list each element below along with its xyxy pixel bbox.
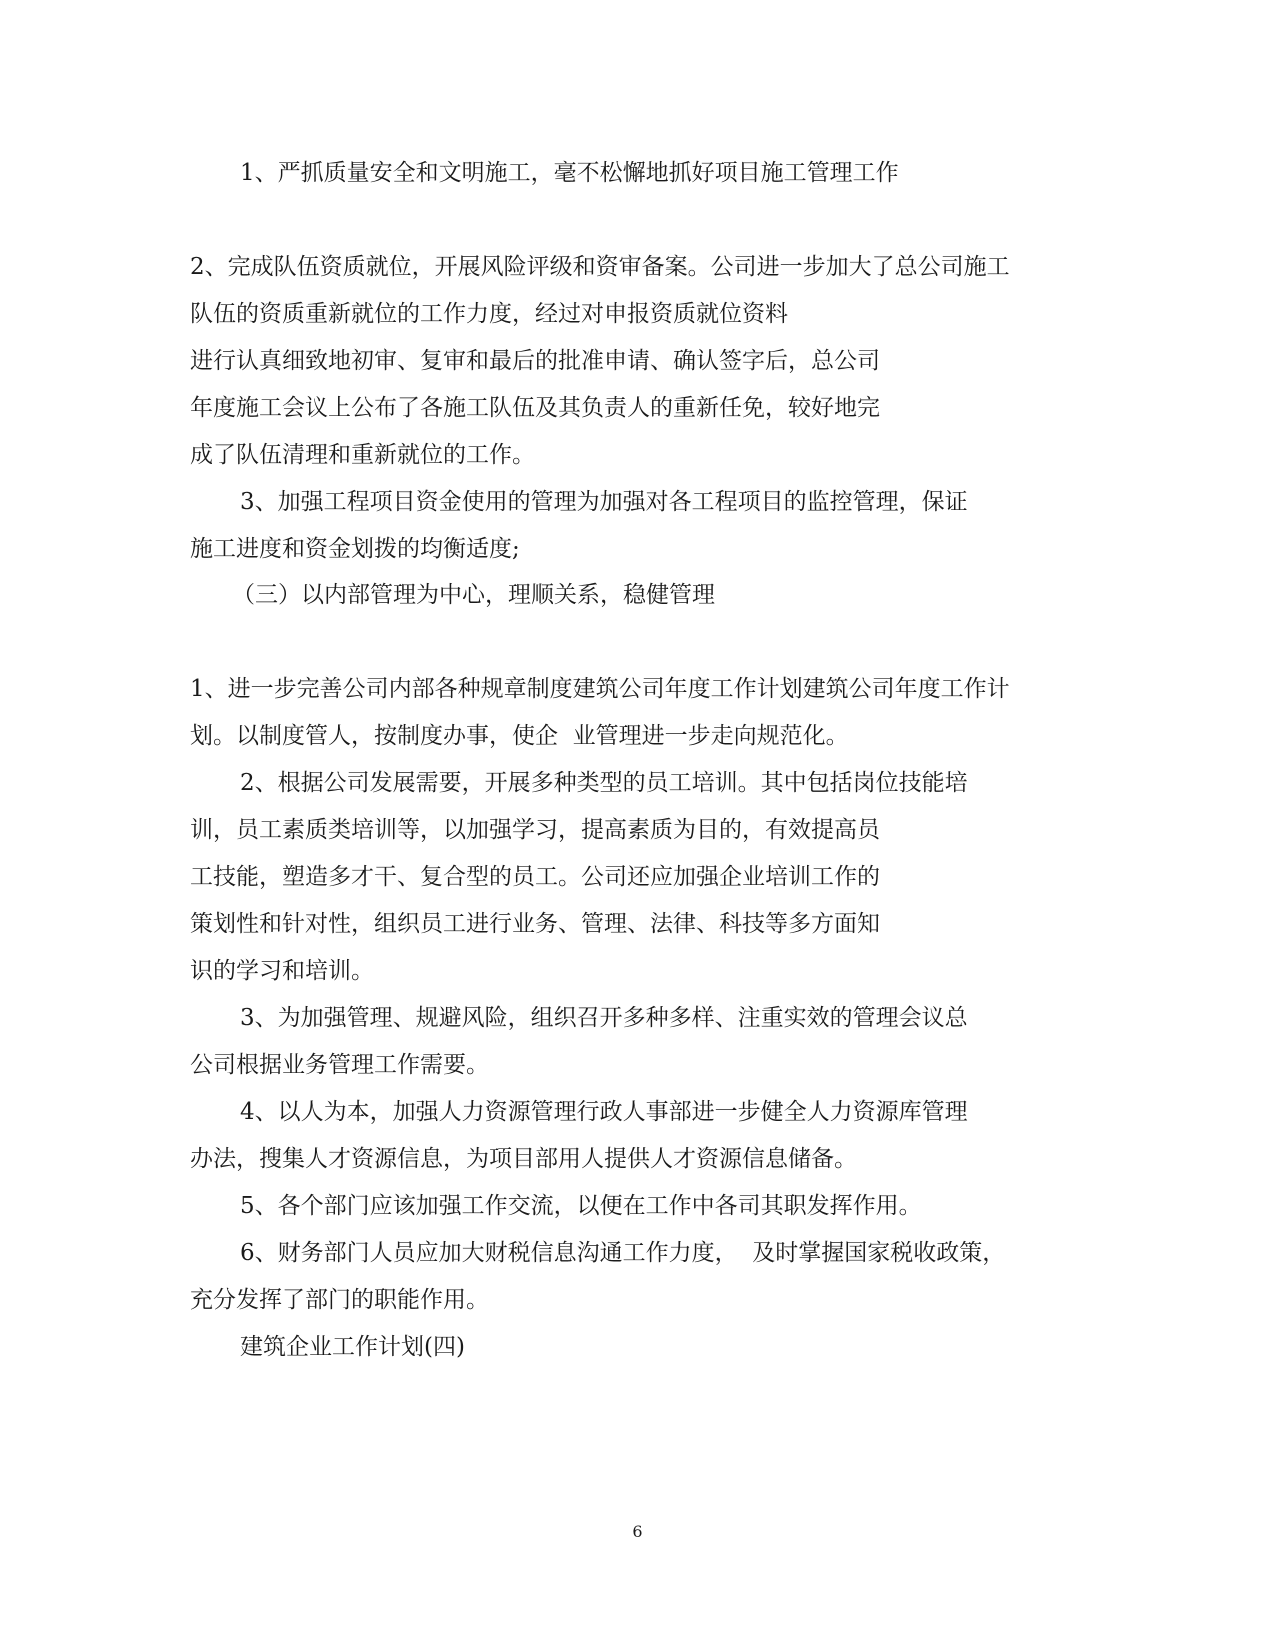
page-number: 6 [632,1522,643,1541]
text-line: 进行认真细致地初审、复审和最后的批准申请、确认签字后，总公司 [190,348,880,374]
text-line: 队伍的资质重新就位的工作力度，经过对申报资质就位资料 [190,301,788,327]
text-line: 划。以制度管人，按制度办事，使企 业管理进一步走向规范化。 [190,723,849,749]
text-line: 成了队伍清理和重新就位的工作。 [190,442,535,468]
text-line: 办法，搜集人才资源信息，为项目部用人提供人才资源信息储备。 [190,1146,857,1172]
text-line: 工技能，塑造多才干、复合型的员工。公司还应加强企业培训工作的 [190,864,880,890]
text-line: 2、根据公司发展需要，开展多种类型的员工培训。其中包括岗位技能培 [240,770,968,796]
text-line: 训，员工素质类培训等，以加强学习，提高素质为目的，有效提高员 [190,817,880,843]
text-line: 5、各个部门应该加强工作交流，以便在工作中各司其职发挥作用。 [240,1193,922,1219]
text-line: 1、进一步完善公司内部各种规章制度建筑公司年度工作计划建筑公司年度工作计 [190,676,1010,702]
text-line: 充分发挥了部门的职能作用。 [190,1287,489,1313]
text-line: 施工进度和资金划拨的均衡适度; [190,536,520,562]
text-line: 2、完成队伍资质就位，开展风险评级和资审备案。公司进一步加大了总公司施工 [190,254,1010,280]
section-title: 建筑企业工作计划(四) [240,1334,465,1360]
text-line: 1、严抓质量安全和文明施工，毫不松懈地抓好项目施工管理工作 [240,160,899,186]
text-line: 4、以人为本，加强人力资源管理行政人事部进一步健全人力资源库管理 [240,1099,968,1125]
section-heading: （三）以内部管理为中心，理顺关系，稳健管理 [232,582,715,608]
text-line: 年度施工会议上公布了各施工队伍及其负责人的重新任免，较好地完 [190,395,880,421]
text-line: 识的学习和培训。 [190,958,374,984]
text-line: 公司根据业务管理工作需要。 [190,1052,489,1078]
text-line: 策划性和针对性，组织员工进行业务、管理、法律、科技等多方面知 [190,911,880,937]
text-line: 3、加强工程项目资金使用的管理为加强对各工程项目的监控管理，保证 [240,489,968,515]
text-line: 3、为加强管理、规避风险，组织召开多种多样、注重实效的管理会议总 [240,1005,968,1031]
text-line: 6、财务部门人员应加大财税信息沟通工作力度， 及时掌握国家税收政策， [240,1240,1006,1266]
